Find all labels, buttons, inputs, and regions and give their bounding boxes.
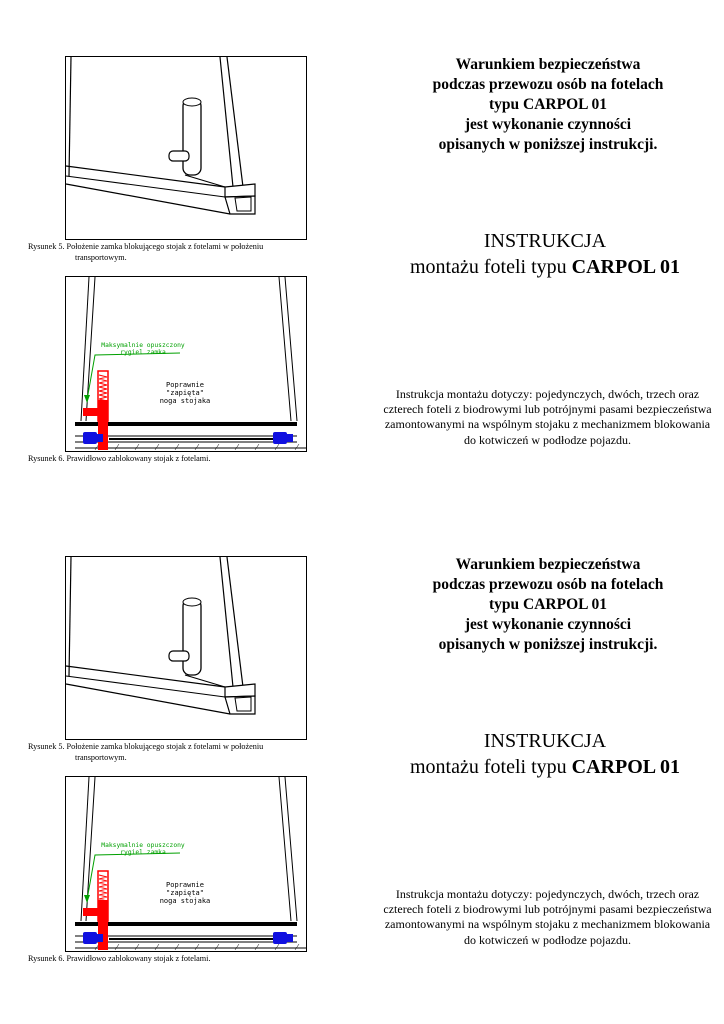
- figure-6-green-label-line-2: rygiel zamka: [120, 849, 166, 856]
- figure-5-svg: [65, 56, 307, 240]
- figure-6-black-label-line-1: Poprawnie: [166, 381, 204, 389]
- warning-line: typu CARPOL 01: [489, 596, 607, 613]
- figure-5-drawing: [65, 56, 307, 240]
- figure-6-drawing: [65, 276, 307, 452]
- instruction-card-bottom: [0, 500, 724, 1000]
- title-line-2: [410, 256, 680, 278]
- figure-5-caption: [28, 242, 328, 263]
- figure-5-caption-line-2: transportowym.: [75, 252, 127, 262]
- figure-6-caption: Rysunek 6. Prawidłowo zablokowany stojak z fotelami.: [28, 454, 211, 463]
- document-title: [360, 228, 724, 280]
- title-line-2-prefix: montażu foteli typu: [410, 756, 572, 778]
- warning-line: podczas przewozu osób na fotelach: [432, 576, 664, 593]
- warning-line: jest wykonanie czynności: [464, 616, 632, 633]
- figure-6-green-label-line-1: Maksymalnie opuszczony: [101, 842, 185, 849]
- figure-6-drawing: [65, 776, 307, 952]
- warning-line: opisanych w poniższej instrukcji.: [438, 636, 658, 653]
- title-line-1: INSTRUKCJA: [483, 230, 607, 252]
- warning-line: opisanych w poniższej instrukcji.: [438, 136, 658, 153]
- safety-warning: [388, 55, 708, 155]
- figure-6-black-label-line-1: Poprawnie: [166, 881, 204, 889]
- figure-5-caption-line-1: Rysunek 5. Położenie zamka blokującego stojak z fotelami w położeniu: [28, 742, 264, 751]
- document-title: [360, 728, 724, 780]
- figure-5-caption-line-2: transportowym.: [75, 752, 127, 762]
- warning-line: podczas przewozu osób na fotelach: [432, 76, 664, 93]
- safety-warning: [388, 555, 708, 655]
- warning-line: jest wykonanie czynności: [464, 116, 632, 133]
- figure-6-black-label-line-2: "zapięta": [166, 889, 204, 897]
- figure-5-caption-line-1: Rysunek 5. Położenie zamka blokującego stojak z fotelami w położeniu: [28, 242, 264, 251]
- figure-6-black-label-line-3: noga stojaka: [159, 397, 211, 405]
- figure-5-svg: [65, 556, 307, 740]
- figure-6-caption: Rysunek 6. Prawidłowo zablokowany stojak z fotelami.: [28, 954, 211, 963]
- warning-line: Warunkiem bezpieczeństwa: [455, 556, 641, 573]
- figure-6-green-label-line-2: rygiel zamka: [120, 349, 166, 356]
- title-line-2-prefix: montażu foteli typu: [410, 256, 572, 278]
- title-product-name: CARPOL 01: [571, 256, 680, 278]
- figure-5-drawing: [65, 556, 307, 740]
- figure-6-black-label-line-2: "zapięta": [166, 389, 204, 397]
- figure-6-svg: [65, 276, 307, 452]
- title-line-2: [410, 756, 680, 778]
- figure-6-svg: [65, 776, 307, 952]
- warning-line: Warunkiem bezpieczeństwa: [455, 56, 641, 73]
- description-paragraph: Instrukcja montażu dotyczy: pojedynczych, dwóch, trzech oraz czterech foteli z biodrowymi lub potrójnymi pasami bezpieczeństwa zamontowanymi na wspólnym stojaku z mechanizmem blokowania do kotwiczeń w podłodze pojazdu.: [383, 887, 712, 947]
- figure-6-green-label-line-1: Maksymalnie opuszczony: [101, 342, 185, 349]
- instruction-card-top: [0, 0, 724, 500]
- figure-5-caption: [28, 742, 328, 763]
- figure-6-black-label-line-3: noga stojaka: [159, 897, 211, 905]
- title-line-1: INSTRUKCJA: [483, 730, 607, 752]
- description-paragraph: Instrukcja montażu dotyczy: pojedynczych, dwóch, trzech oraz czterech foteli z biodrowymi lub potrójnymi pasami bezpieczeństwa zamontowanymi na wspólnym stojaku z mechanizmem blokowania do kotwiczeń w podłodze pojazdu.: [383, 387, 712, 447]
- title-product-name: CARPOL 01: [571, 756, 680, 778]
- warning-line: typu CARPOL 01: [489, 96, 607, 113]
